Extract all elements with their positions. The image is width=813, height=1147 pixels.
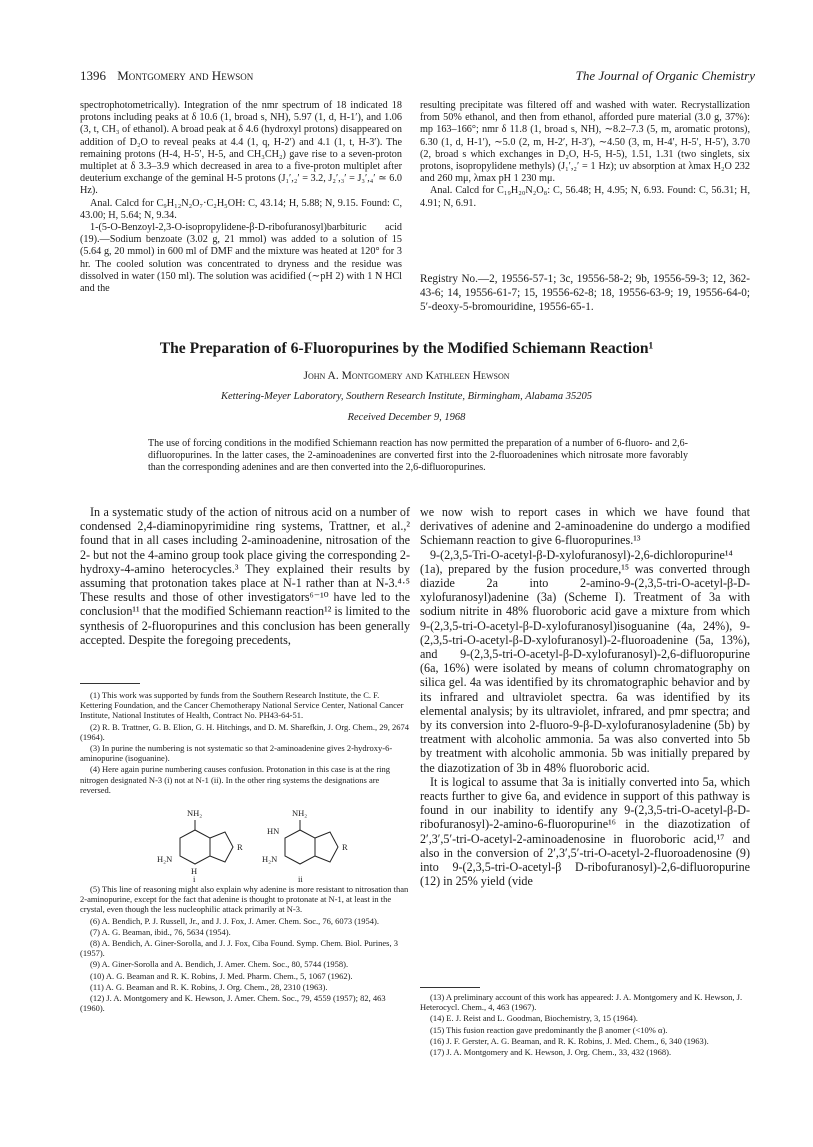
h2n-label: H₂N	[262, 854, 278, 864]
paragraph: spectrophotometrically). Integration of the nmr spectrum of 18 indicated 18 protons including peaks at δ 10.6 (1, broad s, NH), 5.97 (1, d, H-1′), and 1.06 (3, t, CH₃ of ethanol). A broad peak at δ 4.6 (hydroxyl protons) disappeared on addition of D₂O to reveal peaks at 4.4 (1, q, H-2′) and 4.1 (1, t, H-3′). The remaining protons (H-4, H-5′, H-5, and CH₃CH₂) gave rise to a seven-proton multiplet at δ 3.3–3.9 which decreased in area to a five-proton multiplet after deuterium exchange of the geminal H-5 protons (J₁′,₂′ = 3.2, J₂′,₃′ = J₃′,₄′ ≃ 6.0 Hz).	[80, 100, 402, 197]
footnotes-right	[420, 992, 750, 1058]
previous-article-left-column	[80, 100, 402, 295]
body-left-column	[80, 505, 410, 647]
r-label: R	[237, 842, 243, 852]
footnote: (5) This line of reasoning might also explain why adenine is more resistant to nitrosation than 2-aminopurine, except for the fact that adenine is thought to protonate at N-1, at least in the crystal, even though the less nucleophilic attack primarily at N-3.	[80, 884, 409, 915]
footnote: (11) A. G. Beaman and R. K. Robins, J. Org. Chem., 28, 2310 (1963).	[90, 981, 328, 992]
paragraph: Anal. Calcd for C₉H₁₂N₂O₇·C₂H₅OH: C, 43.14; H, 5.88; N, 9.15. Found: C, 43.00; H, 5.64; N, 9.34.	[80, 197, 402, 221]
footnote: (12) J. A. Montgomery and K. Hewson, J. Amer. Chem. Soc., 79, 4559 (1957); 82, 463 (1960).	[80, 993, 386, 1014]
structure-ii-label: ii	[298, 874, 303, 884]
footnote: (16) J. F. Gerster, A. G. Beaman, and R. K. Robins, J. Med. Chem., 6, 340 (1963).	[430, 1035, 709, 1046]
paragraph: In a systematic study of the action of nitrous acid on a number of condensed 2,4-diaminopyrimidine ring systems, Trattner, et al.,² found that in all cases including 2-aminoadenine, nitrosation of the 2- but not the 4-amino group took place giving the corresponding 2-hydroxy-4-amino heterocycles.³ They explained their results by assuming that protonation takes place at N-1 rather than at N-3.⁴·⁵ These results and those of other investigators⁶⁻¹⁰ have led to the conclusion¹¹ that the modified Schiemann reaction¹² is limited to the synthesis of 2-fluoropurines and this conclusion has been generally accepted. Despite the foregoing precedents,	[80, 505, 410, 647]
footnote: (15) This fusion reaction gave predominantly the β anomer (<10% α).	[430, 1024, 668, 1035]
running-authors: Montgomery and Hewson	[117, 68, 254, 83]
paragraph: 9-(2,3,5-Tri-O-acetyl-β-D-xylofuranosyl)-2,6-dichloropurine¹⁴ (1a), prepared by the fusion procedure,¹⁵ was converted through diazide 2a into 2-amino-9-(2,3,5-tri-O-acetyl-β-D-xylofuranosyl)adenine (3a) (Scheme I). Treatment of 3a with sodium nitrite in 48% fluoroboric acid gave a mixture from which 9-(2,3,5-tri-O-acetyl-β-D-xylofuranosyl)isoguanine (4a, 24%), 9-(2,3,5-tri-O-acetyl-β-D-xylofuranosyl)-2-fluoroadenine (5a, 13%), and 9-(2,3,5-tri-O-acetyl-β-D-xylofuranosyl)-2,6-difluoropurine (6a, 16%) were isolated by means of column chromatography on silica gel. 4a was identified by its chromatographic behavior and by its infrared and ultraviolet spectra. 6a was identified by its elemental analysis; by its ultraviolet, infrared, and pmr spectra; and by its conversion into 2-fluoro-9-β-D-xylofuranosyladenine (5b) by treatment with alcoholic ammonia. 5a was also converted into 5b by treatment with alcoholic ammonia. 5b was initially prepared by the diazotization of 3b in 48% fluoroboric acid.	[420, 547, 750, 775]
article-title: The Preparation of 6-Fluoropurines by the Modified Schiemann Reaction¹	[159, 340, 654, 357]
hn-label: HN	[267, 826, 280, 836]
abstract: The use of forcing conditions in the modified Schiemann reaction has now permitted the preparation of a number of 6-fluoro- and 2,6-difluoropurines. In the latter cases, the 2-aminoadenines are converted first into the 2-fluoroadenines which nitrosate more favorably than the corresponding adenines and are then converted into the 2,6-difluoropurines.	[148, 438, 688, 473]
body-right-column	[420, 505, 750, 888]
journal-name: The Journal of Organic Chemistry	[575, 68, 755, 83]
previous-article-right-column	[420, 100, 750, 210]
footnote: (14) E. J. Reist and L. Goodman, Biochemistry, 3, 15 (1964).	[430, 1013, 638, 1024]
structure-i-label: i	[193, 874, 196, 884]
footnote: (2) R. B. Trattner, G. B. Elion, G. H. Hitchings, and D. M. Sharefkin, J. Org. Chem., 29, 2674 (1964).	[80, 721, 409, 742]
footnote: (17) J. A. Montgomery and K. Hewson, J. Org. Chem., 33, 432 (1968).	[430, 1047, 672, 1058]
r-label: R	[342, 842, 348, 852]
nh2-label: NH₂	[292, 808, 308, 818]
affiliation: Kettering-Meyer Laboratory, Southern Research Institute, Birmingham, Alabama 35205	[221, 391, 592, 402]
paragraph: It is logical to assume that 3a is initially converted into 5a, which reacts further to give 6a, and evidence in support of this pathway is found in our inability to identify any 9-(2,3,5-tri-O-acetyl-β-D-ribofuranosyl)-2-amino-6-fluoropurine¹⁶ in the diazotization of 2′,3′,5′-tri-O-acetyl-2-aminoadenosine in fluoroboric acid,¹⁷ and also in the conversion of 2′,3′,5′-tri-O-acetyl-2-fluoroadenosine (9) into 9-(2,3,5-tri-O-acetyl-β D-ribofuranosyl)-2,6-difluoropurine (12) in 25% yield (vide	[420, 774, 750, 889]
footnote: (7) A. G. Beaman, ibid., 76, 5634 (1954).	[90, 926, 231, 937]
article-authors: John A. Montgomery and Kathleen Hewson	[303, 370, 510, 382]
footnote: (6) A. Bendich, P. J. Russell, Jr., and J. J. Fox, J. Amer. Chem. Soc., 76, 6073 (1954).	[90, 915, 380, 926]
footnote: (10) A. G. Beaman and R. K. Robins, J. Med. Pharm. Chem., 5, 1067 (1962).	[90, 970, 353, 981]
protonation-structures	[155, 808, 375, 884]
h2n-label: H₂N	[157, 854, 173, 864]
registry-numbers: Registry No.—2, 19556-57-1; 3c, 19556-58-2; 9b, 19556-59-3; 12, 362-43-6; 14, 19556-61-7; 15, 19556-62-8; 18, 19556-63-9; 19, 19556-64-0; 5′-deoxy-5-bromouridine, 19556-65-1.	[420, 273, 750, 313]
footnote-rule	[420, 987, 480, 988]
h-label: H	[191, 866, 198, 876]
footnotes-left-bottom	[80, 884, 410, 1014]
page-header-left	[80, 68, 253, 84]
footnote: (13) A preliminary account of this work has appeared: J. A. Montgomery and K. Hewson, J. Heterocycl. Chem., 4, 463 (1967).	[420, 992, 743, 1013]
paragraph: we now wish to report cases in which we have found that derivatives of adenine and 2-aminoadenine do undergo a modified Schiemann reaction to give 6-fluoropurines.¹³	[420, 505, 750, 548]
received-date: Received December 9, 1968	[347, 412, 466, 423]
paragraph: 1-(5-O-Benzoyl-2,3-O-isopropylidene-β-D-ribofuranosyl)barbituric acid (19).—Sodium benzoate (3.02 g, 21 mmol) was added to a solution of 15 (5.64 g, 20 mmol) in 600 ml of DMF and the mixture was heated at 120° for 3 hr. The cooled solution was concentrated to dryness and the residue was dissolved in water (150 ml). The solution was acidified (∼pH 2) with 1 N HCl and the	[80, 222, 402, 295]
footnote: (1) This work was supported by funds from the Southern Research Institute, the C. F. Kettering Foundation, and the Cancer Chemotherapy National Service Center, National Cancer Institute, National Institutes of Health, Contract No. PH43-64-51.	[80, 690, 404, 721]
nh2-label: NH₂	[187, 808, 203, 818]
paragraph: Anal. Calcd for C₁₉H₂₀N₂O₈: C, 56.48; H, 4.95; N, 6.93. Found: C, 56.31; H, 4.91; N, 6.91.	[420, 185, 750, 209]
footnote: (4) Here again purine numbering causes confusion. Protonation in this case is at the ring nitrogen designated N-3 (i) not at N-1 (ii). In the other ring systems the designations are reversed.	[80, 764, 391, 795]
footnote: (8) A. Bendich, A. Giner-Sorolla, and J. J. Fox, Ciba Found. Symp. Chem. Biol. Purines, 3 (1957).	[80, 938, 398, 959]
footnotes-left-top	[80, 690, 410, 796]
footnote-rule	[80, 683, 140, 684]
footnote: (9) A. Giner-Sorolla and A. Bendich, J. Amer. Chem. Soc., 80, 5744 (1958).	[90, 959, 349, 970]
footnote: (3) In purine the numbering is not systematic so that 2-aminoadenine gives 2-hydroxy-6-aminopurine (isoguanine).	[80, 743, 393, 764]
paragraph: resulting precipitate was filtered off and washed with water. Recrystallization from 50% ethanol, and then from ethanol, afforded pure material (3.0 g, 37%): mp 163–166°; nmr δ 11.8 (1, broad s, NH), ∼8.2–7.3 (5, m, aromatic protons), 6.30 (1, d, H-1′), ∼5.0 (2, m, H-2′, H-3′), ∼4.50 (3, m, H-4′, H-5′, H-5′), 3.70 (2, broad s which exchanges in D₂O, H-5, H-5), 1.51, 1.31 (two singlets, six protons, isopropylidene methyls) (J₁′,₂′ = 1 Hz); uv absorption at λmax H₂O 232 and 260 mμ, λmax pH 1 230 mμ.	[420, 100, 750, 185]
page-number: 1396	[80, 68, 106, 83]
